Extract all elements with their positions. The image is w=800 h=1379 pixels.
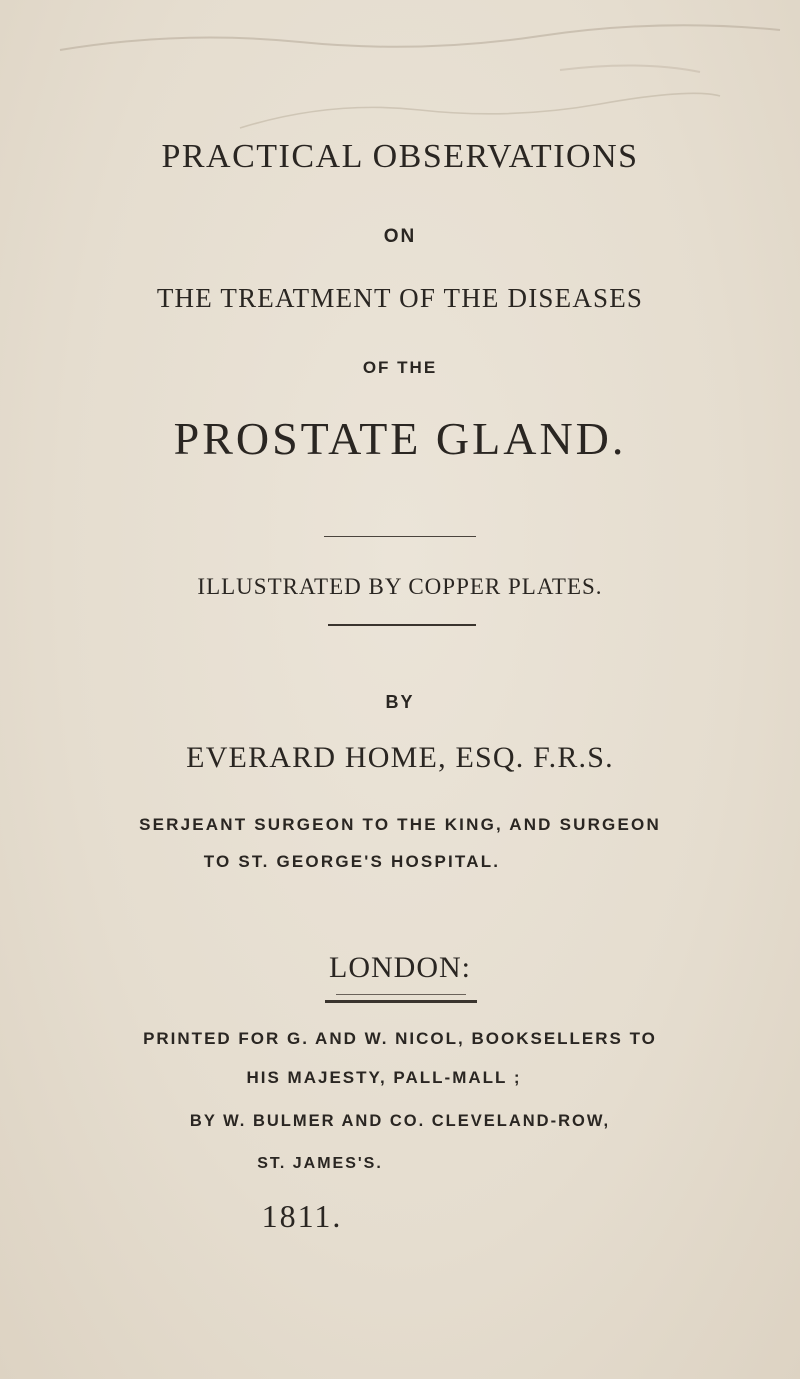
imprint-line-1: PRINTED FOR G. AND W. NICOL, BOOKSELLERS TO bbox=[143, 1029, 657, 1048]
divider-rule bbox=[328, 624, 476, 626]
imprint-line-4: ST. JAMES'S. bbox=[257, 1155, 383, 1172]
imprint-line-3: BY W. BULMER AND CO. CLEVELAND-ROW, bbox=[189, 1112, 611, 1130]
by-line: BY bbox=[385, 692, 415, 712]
imprint-line-2: HIS MAJESTY, PALL-MALL ; bbox=[246, 1068, 522, 1087]
divider-rule-thin bbox=[336, 994, 466, 995]
author-name: EVERARD HOME, ESQ. F.R.S. bbox=[186, 741, 614, 774]
author-position-line-2: TO ST. GEORGE'S HOSPITAL. bbox=[203, 852, 501, 871]
illustration-note: ILLUSTRATED BY COPPER PLATES. bbox=[197, 574, 603, 599]
publication-year: 1811. bbox=[261, 1198, 343, 1234]
imprint-city: LONDON: bbox=[329, 951, 471, 984]
connector-of-the: OF THE bbox=[362, 358, 438, 377]
title-line-1: PRACTICAL OBSERVATIONS bbox=[161, 138, 639, 175]
divider-rule bbox=[324, 536, 476, 537]
title-line-3: PROSTATE GLAND. bbox=[173, 413, 627, 464]
connector-on: ON bbox=[383, 226, 417, 247]
author-position-line-1: SERJEANT SURGEON TO THE KING, AND SURGEON bbox=[139, 815, 661, 834]
divider-rule-thick bbox=[325, 1000, 477, 1003]
show-through-decoration bbox=[0, 0, 800, 260]
title-line-2: THE TREATMENT OF THE DISEASES bbox=[156, 283, 644, 313]
